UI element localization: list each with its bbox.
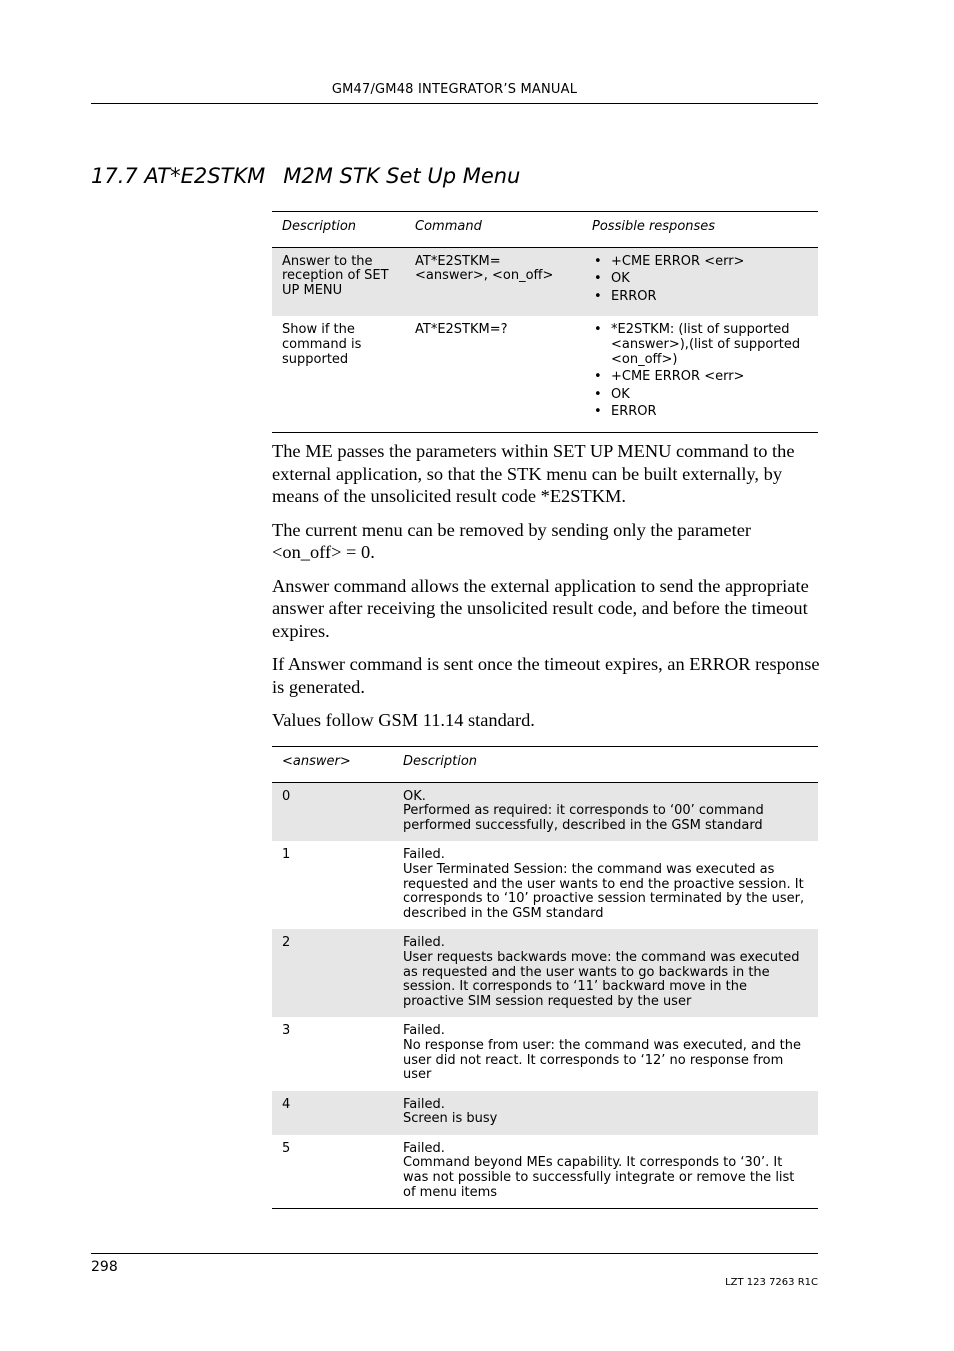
answer-title: Failed. xyxy=(403,1096,445,1112)
answer-title: Failed. xyxy=(403,847,445,863)
document-code: LZT 123 7263 R1C xyxy=(725,1277,818,1288)
table-row xyxy=(272,929,818,1017)
section-title xyxy=(91,164,520,188)
answer-value: 2 xyxy=(272,929,393,1017)
answer-table xyxy=(272,746,818,1209)
answer-description xyxy=(393,929,818,1017)
answer-title: Failed. xyxy=(403,1023,445,1039)
paragraph: The current menu can be removed by sending only the parameter <on_off> = 0. xyxy=(272,519,751,562)
row-responses xyxy=(582,316,818,432)
paragraph: The ME passes the parameters within SET UP MENU command to the external application, so that the STK menu can be built externally, by means of the unsolicited result code *E2STKM. xyxy=(272,441,795,506)
answer-detail: Performed as required: it corresponds to ‘00’ command performed successfully, described in the GSM standard xyxy=(403,803,764,833)
response-item: • +CME ERROR <err> xyxy=(592,255,808,270)
section-number: 17.7 AT*E2STKM xyxy=(91,164,266,188)
header-description: Description xyxy=(272,212,405,248)
response-item: • +CME ERROR <err> xyxy=(592,370,808,385)
response-item: • ERROR xyxy=(592,290,808,305)
answer-detail: User requests backwards move: the command was executed as requested and the user wants to go backwards in the session. It corresponds to ‘11’ backward move in the proactive SIM session requested by the user xyxy=(403,949,800,1009)
row-description: Show if the command is supported xyxy=(272,316,405,432)
manual-title: GM47/GM48 INTEGRATOR’S MANUAL xyxy=(331,82,578,97)
command-table xyxy=(272,211,818,433)
answer-description xyxy=(393,782,818,841)
table-row xyxy=(272,782,818,841)
answer-detail: No response from user: the command was executed, and the user did not react. It corresponds to ‘12’ no response from user xyxy=(403,1037,801,1083)
answer-description xyxy=(393,1091,818,1135)
command-table-header-row xyxy=(272,212,818,248)
answer-value: 4 xyxy=(272,1091,393,1135)
paragraph: Values follow GSM 11.14 standard. xyxy=(272,710,535,730)
answer-description xyxy=(393,1017,818,1090)
footer-rule xyxy=(91,1253,818,1254)
answer-value: 0 xyxy=(272,782,393,841)
header-answer: <answer> xyxy=(272,747,393,783)
answer-title: OK. xyxy=(403,788,426,804)
answer-detail: Screen is busy xyxy=(403,1111,498,1127)
answer-description xyxy=(393,841,818,929)
row-command: AT*E2STKM=? xyxy=(405,316,582,432)
table-row xyxy=(272,1135,818,1209)
answer-value: 5 xyxy=(272,1135,393,1209)
header-responses: Possible responses xyxy=(582,212,818,248)
answer-detail: User Terminated Session: the command was executed as requested and the user wants to end the proactive session. It corresponds to ‘10’ proactive session terminated by the user, described in the GSM standard xyxy=(403,861,805,921)
row-responses xyxy=(582,247,818,316)
paragraph: Answer command allows the external application to send the appropriate answer after receiving the unsolicited result code, and before the timeout expires. xyxy=(272,575,809,641)
running-header xyxy=(91,82,818,104)
row-command: AT*E2STKM=<answer>, <on_off> xyxy=(405,247,582,316)
answer-detail: Command beyond MEs capability. It corresponds to ‘30’. It was not possible to successfully integrate or remove the list of menu items xyxy=(403,1155,795,1200)
table-row xyxy=(272,247,818,316)
answer-description xyxy=(393,1135,818,1209)
answer-table-header-row xyxy=(272,747,818,783)
response-item: • ERROR xyxy=(592,405,808,420)
body-text xyxy=(272,440,820,743)
answer-title: Failed. xyxy=(403,1140,445,1156)
answer-title: Failed. xyxy=(403,935,445,951)
header-command: Command xyxy=(405,212,582,248)
table-row xyxy=(272,841,818,929)
page-number: 298 xyxy=(91,1259,118,1275)
answer-value: 1 xyxy=(282,847,291,863)
response-item: • *E2STKM: (list of supported <answer>),(list of supported <on_off>) xyxy=(592,323,808,367)
table-row xyxy=(272,1017,818,1090)
paragraph: If Answer command is sent once the timeout expires, an ERROR response is generated. xyxy=(272,654,820,697)
table-row xyxy=(272,316,818,432)
response-item: • OK xyxy=(592,272,808,287)
table-row xyxy=(272,1091,818,1135)
answer-value: 3 xyxy=(282,1023,291,1039)
row-description: Answer to the reception of SET UP MENU xyxy=(272,247,405,316)
response-item: • OK xyxy=(592,388,808,403)
header-answer-description: Description xyxy=(393,747,818,783)
section-name: M2M STK Set Up Menu xyxy=(283,164,521,188)
